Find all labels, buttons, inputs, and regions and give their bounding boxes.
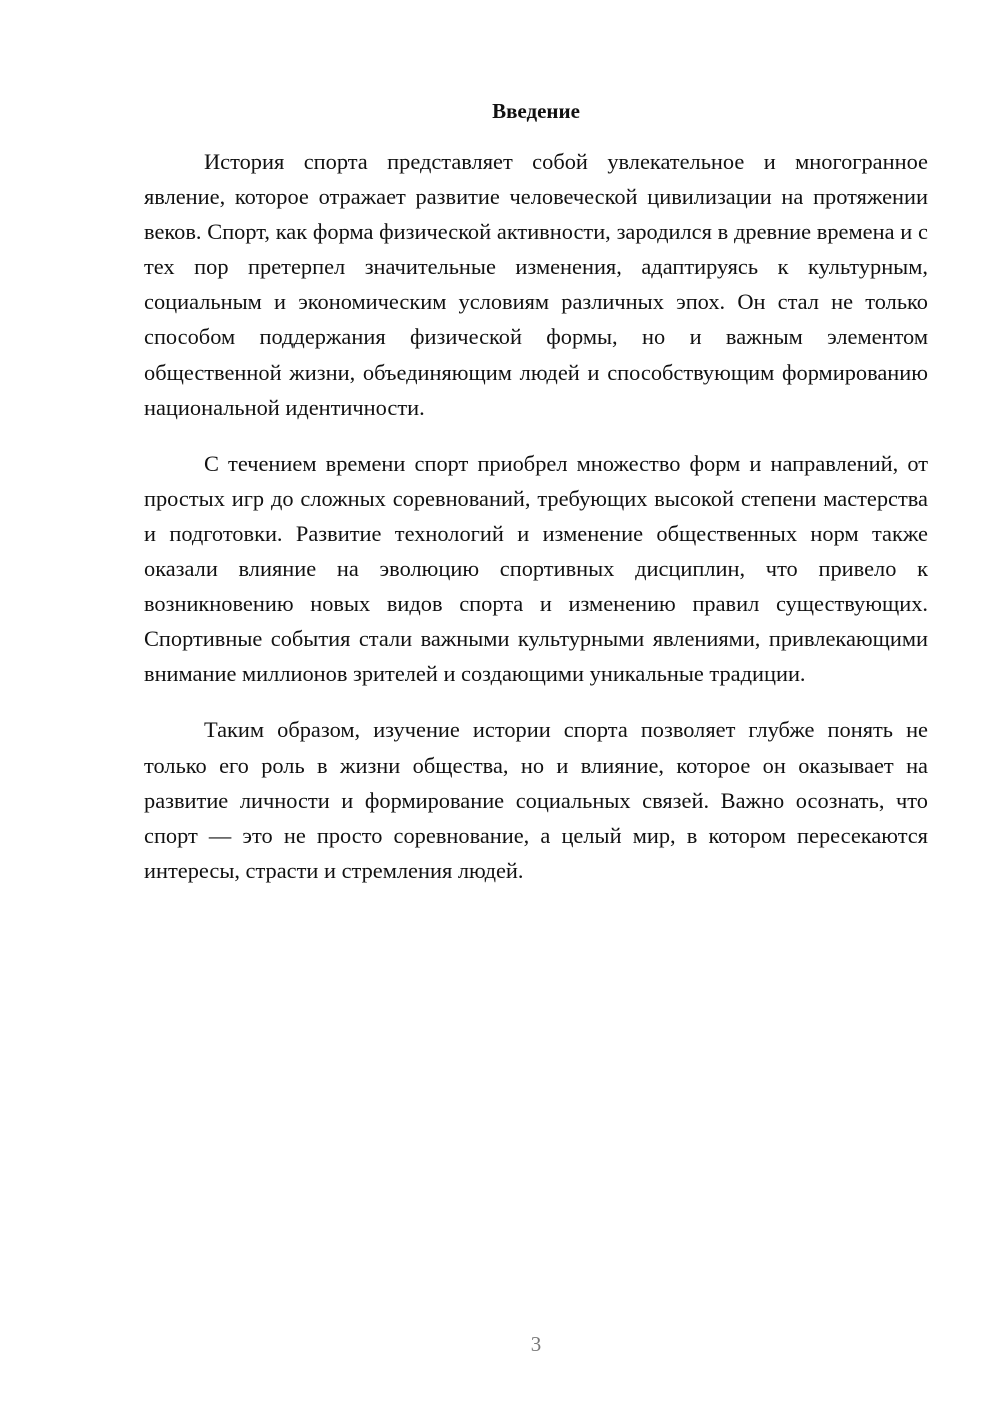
page-number: 3 — [530, 1332, 542, 1356]
section-title: Введение — [492, 99, 580, 123]
paragraph-3: Таким образом, изучение истории спорта позволяет глубже понять не только его роль в жизни общества, но и влияние, которое он оказывает на развитие личности и формирование социальных связей. Важно осознать, что спорт — это не просто соревнование, а целый мир, в котором пересекаются интересы, страсти и стремления людей. — [144, 717, 928, 883]
paragraph-2: С течением времени спорт приобрел множество форм и направлений, от простых игр до сложных соревнований, требующих высокой степени мастерства и подготовки. Развитие технологий и изменение общественных норм также оказали влияние на эволюцию спортивных дисциплин, что привело к возникновению новых видов спорта и изменению правил существующих. Спортивные события стали важными культурными явлениями, привлекающими внимание миллионов зрителей и создающими уникальные традиции. — [144, 450, 928, 687]
page-content — [144, 96, 928, 909]
paragraph-1: История спорта представляет собой увлекательное и многогранное явление, которое отражает развитие человеческой цивилизации на протяжении веков. Спорт, как форма физической активности, зародился в древние времена и с тех пор претерпел значительные изменения, адаптируясь к культурным, социальным и экономическим условиям различных эпох. Он стал не только способом поддержания физической формы, но и важным элементом общественной жизни, объединяющим людей и способствующим формированию национальной идентичности. — [144, 149, 928, 420]
